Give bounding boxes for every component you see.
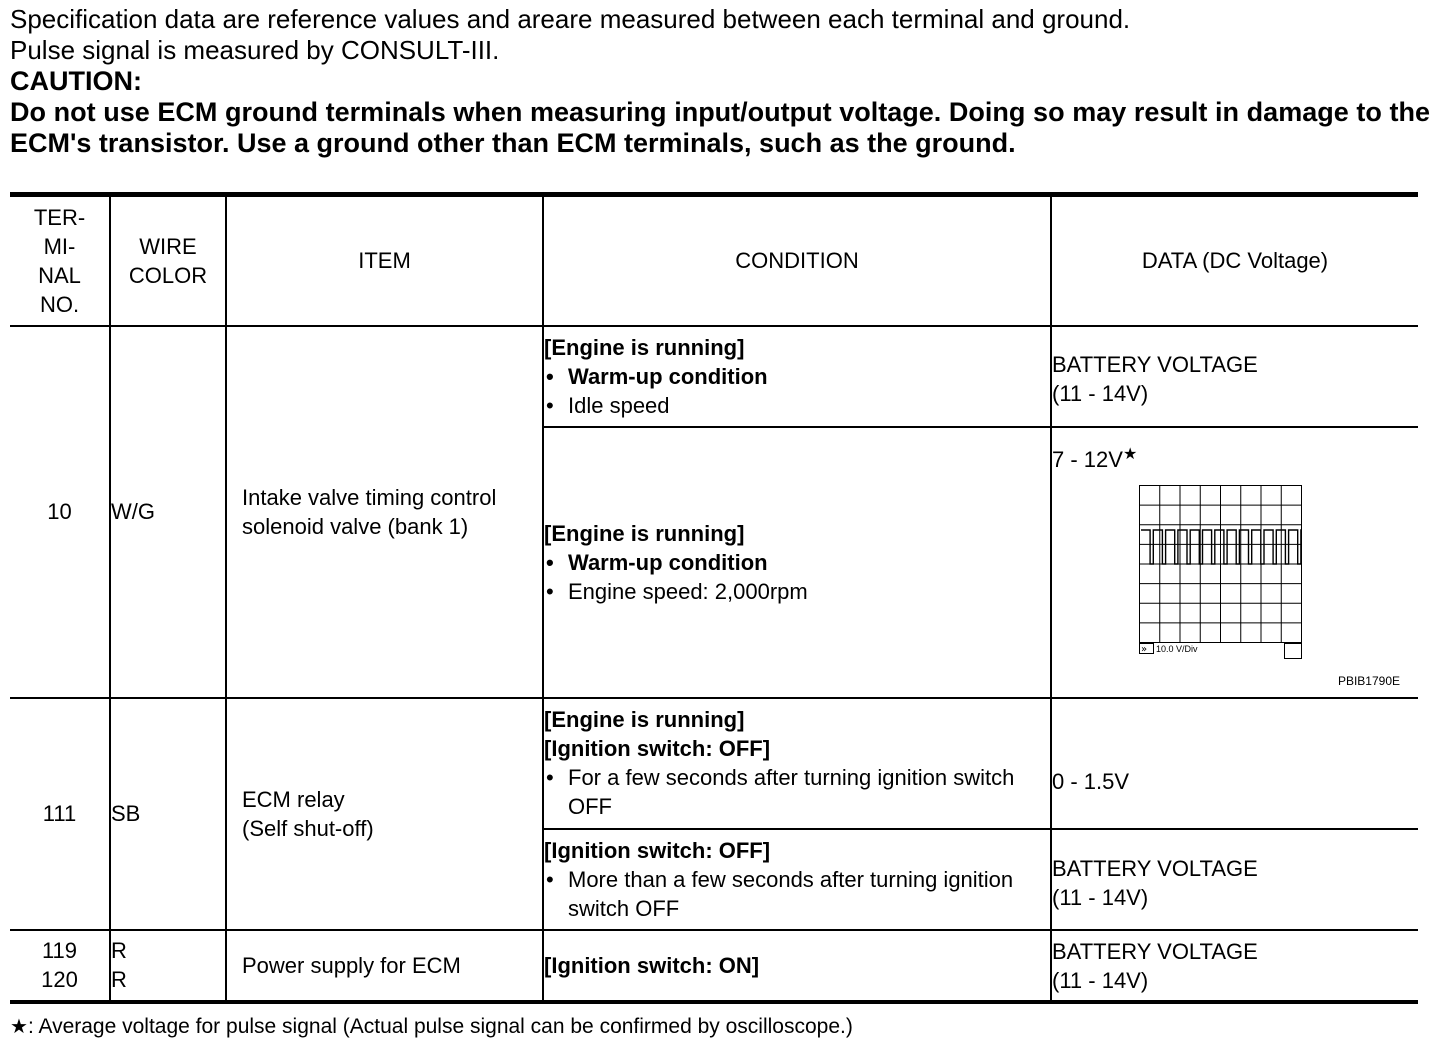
pulse-note: Pulse signal is measured by CONSULT-III. bbox=[10, 35, 500, 65]
condition-cell: [Engine is running] [Ignition switch: OFF] • For a few seconds after turning ignition switch OFF bbox=[543, 698, 1051, 829]
terminal-cell: 111 bbox=[10, 698, 110, 930]
list-item: • Warm-up condition bbox=[544, 548, 1050, 577]
terminal-cell: 10 bbox=[10, 326, 110, 698]
data-cell: 0 - 1.5V bbox=[1051, 698, 1418, 829]
wire-color-cell: W/G bbox=[110, 326, 226, 698]
list-item: • More than a few seconds after turning ignition switch OFF bbox=[544, 865, 1050, 923]
header-terminal-no: TER- MI- NAL NO. bbox=[10, 195, 110, 326]
item-cell: Intake valve timing control solenoid valve (bank 1) bbox=[226, 326, 543, 698]
item-cell: ECM relay (Self shut-off) bbox=[226, 698, 543, 930]
terminal-spec-table bbox=[10, 192, 1418, 1004]
list-item: • Idle speed bbox=[544, 391, 1050, 420]
data-cell: BATTERY VOLTAGE (11 - 14V) bbox=[1051, 829, 1418, 930]
wire-color-cell: SB bbox=[110, 698, 226, 930]
star-icon: ★ bbox=[1122, 446, 1138, 463]
footnote-text: : Average voltage for pulse signal (Actual pulse signal can be confirmed by oscilloscope.) bbox=[27, 1015, 853, 1038]
spec-note: Specification data are reference values and areare measured between each terminal and ground. bbox=[10, 4, 1131, 34]
item-cell: Power supply for ECM bbox=[226, 930, 543, 1002]
footnote bbox=[10, 1013, 853, 1041]
header-data: DATA (DC Voltage) bbox=[1051, 195, 1418, 326]
condition-cell: [Ignition switch: OFF] • More than a few seconds after turning ignition switch OFF bbox=[543, 829, 1051, 930]
table-row bbox=[10, 326, 1418, 427]
wire-color-cell: R R bbox=[110, 930, 226, 1002]
table-row bbox=[10, 930, 1418, 1002]
image-code: PBIB1790E bbox=[1337, 674, 1400, 688]
list-item: • For a few seconds after turning ignition switch OFF bbox=[544, 763, 1050, 821]
condition-cell: [Engine is running] • Warm-up condition • Engine speed: 2,000rpm bbox=[543, 427, 1051, 698]
table-header-row bbox=[10, 195, 1418, 326]
oscilloscope-waveform bbox=[1138, 484, 1304, 660]
caution-heading: CAUTION: bbox=[10, 66, 142, 96]
condition-cell: [Engine is running] • Warm-up condition • Idle speed bbox=[543, 326, 1051, 427]
terminal-cell: 119 120 bbox=[10, 930, 110, 1002]
list-item: • Warm-up condition bbox=[544, 362, 1050, 391]
data-cell: BATTERY VOLTAGE (11 - 14V) bbox=[1051, 930, 1418, 1002]
header-item: ITEM bbox=[226, 195, 543, 326]
oscilloscope-figure bbox=[1052, 474, 1418, 688]
pulse-voltage: 7 - 12V★ bbox=[1052, 446, 1138, 472]
list-item: • Engine speed: 2,000rpm bbox=[544, 577, 1050, 606]
data-cell: BATTERY VOLTAGE (11 - 14V) bbox=[1051, 326, 1418, 427]
table-row bbox=[10, 698, 1418, 829]
caution-text: Do not use ECM ground terminals when measuring input/output voltage. Doing so may result in damage to the ECM's transistor. Use a ground other than ECM terminals, such as the ground. bbox=[10, 97, 1430, 158]
scope-scale-label: 10.0 V/Div bbox=[1156, 644, 1198, 654]
header-wire-color: WIRE COLOR bbox=[110, 195, 226, 326]
scope-marker: » bbox=[1141, 644, 1148, 655]
condition-cell: [Ignition switch: ON] bbox=[543, 930, 1051, 1002]
intro bbox=[10, 4, 1430, 159]
data-cell bbox=[1051, 427, 1418, 698]
header-condition: CONDITION bbox=[543, 195, 1051, 326]
star-icon: ★ bbox=[10, 1016, 28, 1038]
